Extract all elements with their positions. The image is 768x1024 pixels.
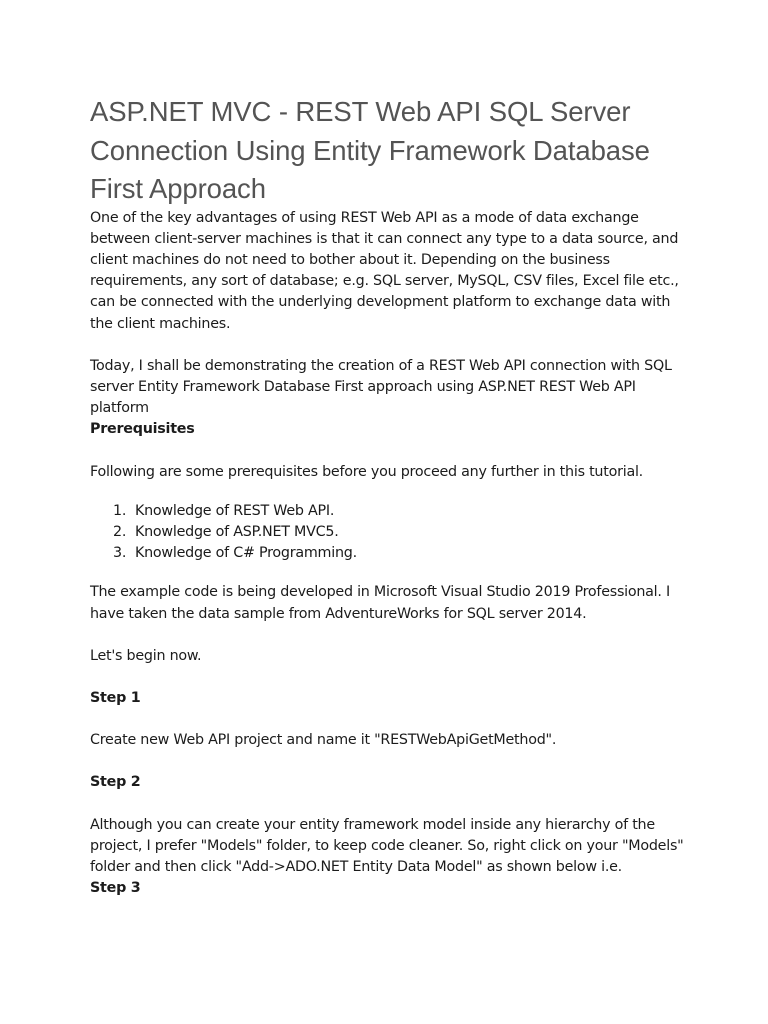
article-body [90, 93, 690, 899]
list-item-number: 3. [113, 545, 127, 562]
step3-heading: Step 3 [90, 880, 141, 897]
list-item-text: Knowledge of C# Programming. [135, 545, 357, 562]
begin-paragraph: Let's begin now. [90, 647, 202, 664]
step2-heading: Step 2 [90, 774, 141, 791]
page-title: ASP.NET MVC - REST Web API SQL Server Connection Using Entity Framework Database First Approach [90, 96, 650, 204]
list-item-text: Knowledge of ASP.NET MVC5. [135, 523, 339, 540]
list-item-text: Knowledge of REST Web API. [135, 502, 335, 519]
step1-text: Create new Web API project and name it "RESTWebApiGetMethod". [90, 732, 557, 749]
example-code-paragraph: The example code is being developed in Microsoft Visual Studio 2019 Professional. I have taken the data sample from AdventureWorks for SQL server 2014. [90, 584, 670, 622]
today-paragraph: Today, I shall be demonstrating the creation of a REST Web API connection with SQL server Entity Framework Database First approach using ASP.NET REST Web API platform [90, 357, 672, 417]
list-item-number: 1. [113, 502, 127, 519]
prerequisites-heading: Prerequisites [90, 421, 195, 438]
list-item-number: 2. [113, 523, 127, 540]
step2-text: Although you can create your entity framework model inside any hierarchy of the project, I prefer "Models" folder, to keep code cleaner. So, right click on your "Models" folder and then click "Add->ADO.NET Entity Data Model" as shown below i.e. [90, 816, 684, 875]
intro-paragraph: One of the key advantages of using REST Web API as a mode of data exchange between client-server machines is that it can connect any type to a data source, and client machines do not need to bother about it. Depending on the business requirements, any sort of database; e.g. SQL server, MySQL, CSV files, Excel file etc., can be connected with the underlying development platform to exchange data with the client machines. [90, 209, 679, 332]
list-item [90, 543, 690, 564]
prerequisites-list [90, 501, 690, 565]
list-item [90, 501, 690, 522]
prerequisites-intro: Following are some prerequisites before you proceed any further in this tutorial. [90, 463, 643, 480]
step1-heading: Step 1 [90, 689, 141, 706]
list-item [90, 522, 690, 543]
